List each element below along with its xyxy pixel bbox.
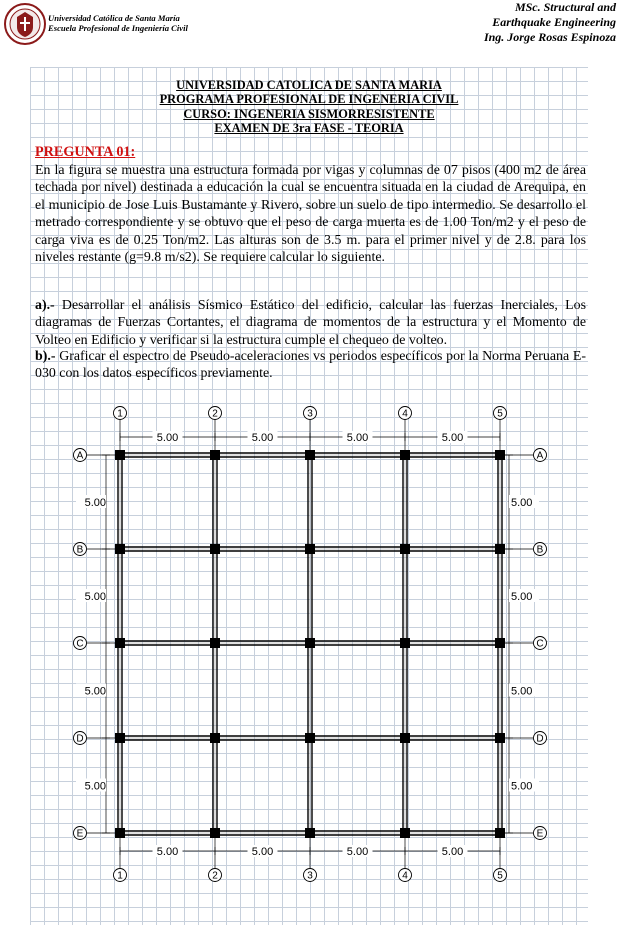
exam-title — [0, 78, 618, 136]
column — [115, 544, 125, 554]
question-body: En la figura se muestra una estructura formada por vigas y columnas de 07 pisos (400 m2 de área techada por nivel) destinada a educación la cual se encuentra situada en la ciudad de Arequipa, en el municipio de Jose Luis Bustamante y Rivero, sobre un suelo de tipo intermedio. Se desarrollo el metrado correspondiente y se obtuvo que el peso de carga muerta es de 1.00 Ton/m2 y el peso de carga viva es de 0.25 Ton/m2. Las alturas son de 3.5 m. para el primer nivel y de 2.8. para los niveles restante (g=9.8 m/s2). Se requiere calcular lo siguiente. — [35, 163, 586, 266]
dimension-label-x: 5.00 — [441, 846, 464, 858]
axis-label-B: B — [76, 544, 84, 556]
part-b-text: Graficar el espectro de Pseudo-aceleraciones vs periodos específicos por la Norma Peruana E-030 con los datos específicos previamente. — [35, 349, 586, 382]
column — [115, 638, 125, 648]
dimension-label-x: 5.00 — [346, 432, 369, 444]
part-a-text: Desarrollar el análisis Sísmico Estático del edificio, calcular las fuerzas Inerciales, Los diagramas de Fuerzas Cortantes, el diagrama de momentos de la estructura y el Momento de Volteo en Edificio y verificar si la estructura cumple el chequeo de volteo. — [35, 298, 586, 348]
author-line-1: MSc. Structural and — [514, 0, 616, 14]
axis-label-4: 4 — [402, 870, 408, 882]
question-part-a — [35, 297, 586, 349]
column — [495, 638, 505, 648]
column — [400, 638, 410, 648]
column — [210, 638, 220, 648]
structural-plan-diagram — [60, 400, 560, 900]
axis-label-3: 3 — [307, 870, 313, 882]
axis-label-5: 5 — [497, 408, 503, 420]
column — [210, 450, 220, 460]
axis-label-E: E — [536, 828, 544, 840]
axis-label-1: 1 — [117, 408, 123, 420]
dimension-label-x: 5.00 — [346, 846, 369, 858]
dimension-label-x: 5.00 — [251, 432, 274, 444]
university-name — [48, 13, 188, 33]
author-line-2: Earthquake Engineering — [492, 15, 616, 29]
axis-label-E: E — [76, 828, 84, 840]
author-block — [484, 0, 616, 45]
axis-label-D: D — [76, 733, 84, 745]
column — [495, 544, 505, 554]
column — [495, 733, 505, 743]
part-b-label: b).- — [35, 349, 56, 364]
axis-label-A: A — [76, 450, 84, 462]
page-header — [0, 0, 618, 60]
column — [305, 638, 315, 648]
column — [495, 450, 505, 460]
column — [305, 828, 315, 838]
dimension-label-y: 5.00 — [511, 685, 533, 698]
author-line-3: Ing. Jorge Rosas Espinoza — [483, 30, 616, 44]
dimension-label-x: 5.00 — [156, 432, 179, 444]
axis-label-1: 1 — [117, 870, 123, 882]
university-name-line: Universidad Católica de Santa María — [48, 13, 180, 23]
axis-label-C: C — [536, 638, 544, 650]
column — [210, 828, 220, 838]
column — [400, 450, 410, 460]
column — [305, 450, 315, 460]
axis-label-2: 2 — [212, 408, 218, 420]
university-seal-icon — [4, 3, 46, 45]
column — [400, 733, 410, 743]
part-a-label: a).- — [35, 298, 55, 313]
column — [305, 733, 315, 743]
title-line-1: UNIVERSIDAD CATOLICA DE SANTA MARIA — [176, 78, 442, 92]
title-line-2: PROGRAMA PROFESIONAL DE INGENERIA CIVIL — [159, 92, 459, 107]
column — [400, 828, 410, 838]
dimension-label-y: 5.00 — [511, 497, 533, 509]
title-line-4: EXAMEN DE 3ra FASE - TEORIA — [214, 121, 404, 136]
axis-label-D: D — [536, 733, 544, 745]
question-heading: PREGUNTA 01: — [35, 144, 136, 160]
column — [210, 733, 220, 743]
dimension-label-y: 5.00 — [84, 591, 106, 603]
dimension-label-y: 5.00 — [511, 591, 533, 603]
title-line-3: CURSO: INGENERIA SISMORRESISTENTE — [183, 106, 435, 121]
dimension-label-y: 5.00 — [84, 497, 106, 509]
column — [400, 544, 410, 554]
axis-label-2: 2 — [212, 870, 218, 882]
dimension-label-y: 5.00 — [84, 685, 106, 698]
dimension-label-y: 5.00 — [84, 780, 106, 793]
school-name-line: Escuela Profesional de Ingeniería Civil — [48, 23, 188, 33]
axis-label-A: A — [536, 450, 544, 462]
column — [495, 828, 505, 838]
dimension-label-x: 5.00 — [156, 846, 179, 858]
axis-label-3: 3 — [307, 408, 313, 420]
dimension-label-x: 5.00 — [251, 846, 274, 858]
column — [210, 544, 220, 554]
column — [305, 544, 315, 554]
column — [115, 733, 125, 743]
dimension-label-y: 5.00 — [511, 780, 533, 793]
axis-label-B: B — [536, 544, 544, 556]
dimension-label-x: 5.00 — [441, 432, 464, 444]
column — [115, 450, 125, 460]
axis-label-5: 5 — [497, 870, 503, 882]
column — [115, 828, 125, 838]
axis-label-C: C — [76, 638, 84, 650]
question-part-b — [35, 348, 586, 383]
axis-label-4: 4 — [402, 408, 408, 420]
